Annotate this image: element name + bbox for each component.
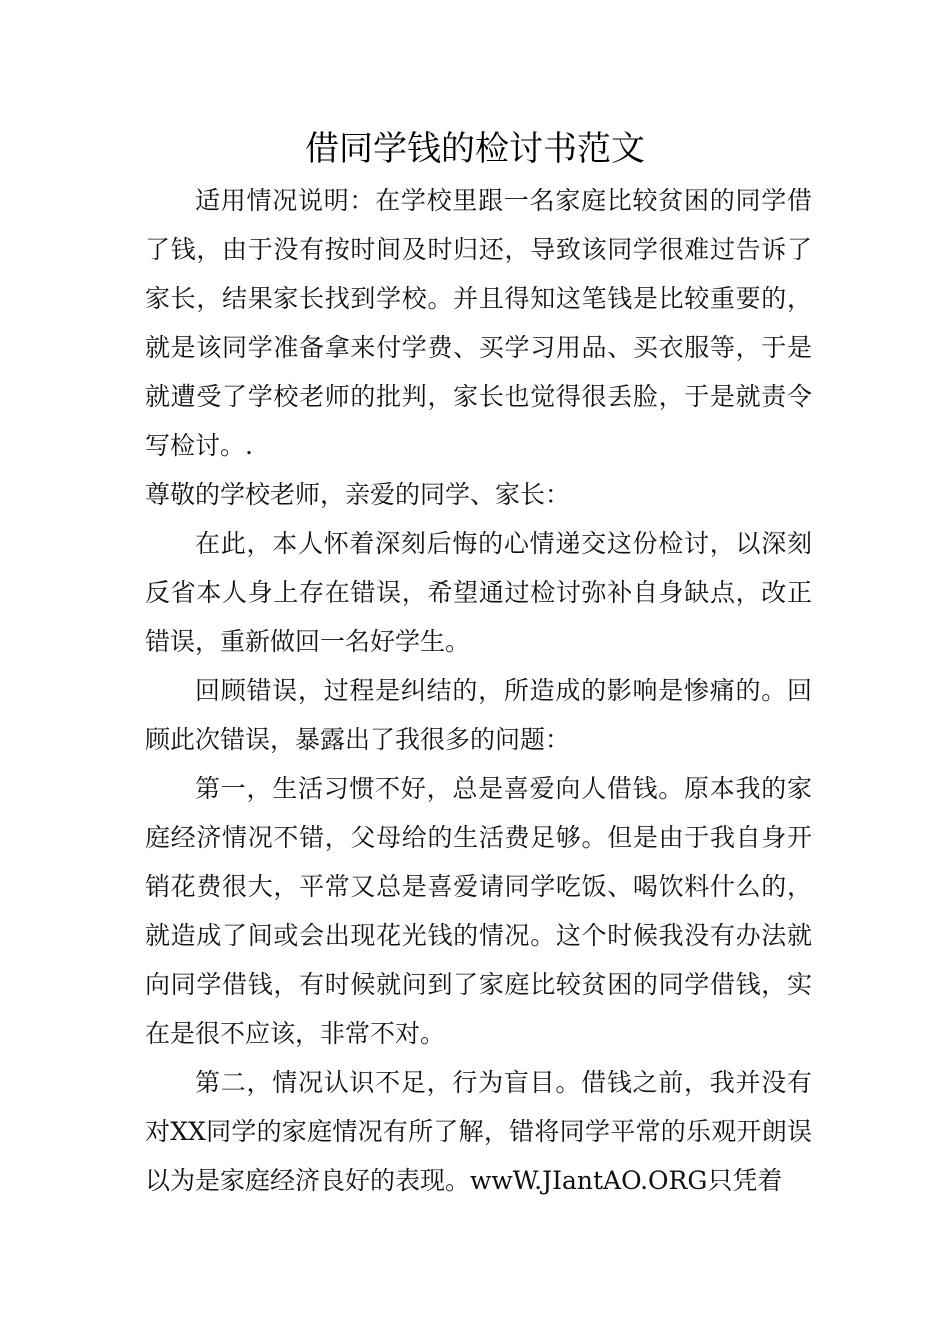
- paragraph-opening: 在此，本人怀着深刻后悔的心情递交这份检讨，以深刻反省本人身上存在错误，希望通过检讨弥补自身缺点，改正错误，重新做回一名好学生。: [145, 529, 812, 656]
- document-title: 借同学钱的检讨书范文: [305, 129, 645, 169]
- paragraph-salutation: 尊敬的学校老师，亲爱的同学、家长：: [145, 480, 571, 509]
- paragraph-applicable-situation: 适用情况说明：在学校里跟一名家庭比较贫困的同学借了钱，由于没有按时间及时归还，导致该同学很难过告诉了家长，结果家长找到学校。并且得知这笔钱是比较重要的，就是该同学准备拿来付学费、买学习用品、买衣服等，于是就遭受了学校老师的批判，家长也觉得很丢脸，于是就责令写检讨。.: [145, 186, 812, 460]
- paragraph-review: 回顾错误，过程是纠结的，所造成的影响是惨痛的。回顾此次错误，暴露出了我很多的问题：: [145, 676, 812, 754]
- paragraph-first-point: 第一，生活习惯不好，总是喜爱向人借钱。原本我的家庭经济情况不错，父母给的生活费足够。但是由于我自身开销花费很大，平常又总是喜爱请同学吃饭、喝饮料什么的，就造成了间或会出现花光钱的情况。这个时候我没有办法就向同学借钱，有时候就问到了家庭比较贫困的同学借钱，实在是很不应该，非常不对。: [145, 774, 812, 1048]
- document-body: [145, 176, 812, 1205]
- paragraph-second-point: 第二，情况认识不足，行为盲目。借钱之前，我并没有对XX同学的家庭情况有所了解，错将同学平常的乐观开朗误以为是家庭经济良好的表现。wwW.JIantAO.ORG只凭着: [145, 1068, 812, 1195]
